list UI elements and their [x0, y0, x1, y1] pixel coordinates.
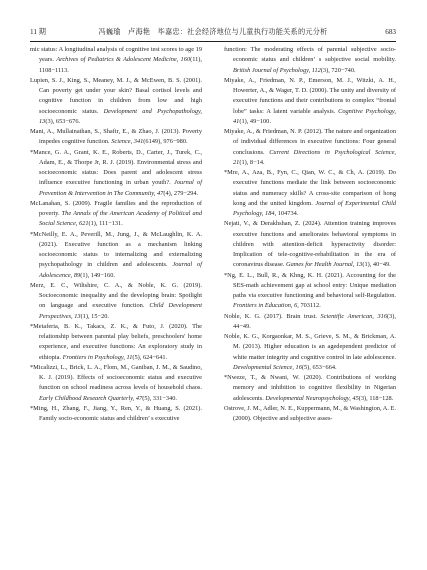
reference-source: Developmental Science, 16 — [233, 363, 302, 371]
reference-source: Frontiers in Psychology, 11 — [62, 353, 133, 361]
reference-entry — [30, 45, 202, 76]
reference-text: Mani, A., Mullainathan, S., Shafir, E., & Zhao, J. (2013). Poverty impedes cognitive function. — [30, 128, 202, 146]
reference-entry — [30, 281, 202, 322]
issue-number: 11 期 — [30, 28, 46, 36]
reference-entry — [224, 404, 396, 425]
reference-pages: , 703112. — [297, 302, 321, 310]
reference-source: Journal of Experimental Child Psychology, 184 — [233, 199, 397, 217]
reference-text: *Mre, A., Aza, B., Fyn, C., Qian, W. C., & Ch, A. (2019). Do executive functions mediate the link between socioeconomic status and numeracy skills? A cross-site comparison of hong kong and the united kingdom. — [224, 169, 396, 207]
reference-entry — [224, 312, 396, 333]
reference-text: mic status: A longitudinal analysis of cognitive test scores to age 19 years. — [30, 46, 202, 64]
reference-entry — [224, 127, 396, 168]
reference-pages: (3), 44−49. — [233, 312, 396, 330]
reference-pages: (1), 149−160. — [80, 271, 115, 279]
reference-entry — [224, 76, 396, 127]
reference-text: *McNeilly, E. A., Peverill, M., Jung, J., & McLaughlin, K. A. (2021). Executive function as a mechanism linking socioeconomic status to internalizing and externalizing psychopathology in children and adolescents. — [30, 230, 202, 269]
reference-pages: (1), 15−20. — [80, 312, 109, 320]
reference-text: *Ng, E. L., Bull, R., & Khng, K. H. (2021). Accounting for the SES-math achievement gap at school entry: Unique mediation paths via executive functioning and behavioral self-Regulation. — [224, 271, 396, 299]
reference-text: *Metaferia, B. K., Takacs, Z. K., & Futo, J. (2020). The relationship between parental play beliefs, preschoolers' home experience, and executive functions: An exploratory study in ethiopia. — [30, 322, 202, 361]
reference-pages: (11), 1108−1113. — [39, 56, 202, 74]
reference-pages: (3), 653−676. — [45, 117, 81, 125]
reference-entry — [30, 230, 202, 281]
reference-entry — [224, 168, 396, 219]
reference-entry — [224, 219, 396, 270]
reference-source: Science, 341 — [111, 138, 144, 146]
reference-text: *Nweze, T., & Nwani, W. (2020). Contributions of working memory and inhibition to cognitive flexibility in Nigerian adolescents. — [224, 374, 396, 402]
reference-pages: (1), 40−49. — [362, 261, 391, 269]
reference-entry — [224, 271, 396, 312]
reference-pages: (1), 111−131. — [88, 220, 123, 228]
reference-entry — [30, 404, 202, 425]
reference-pages: (5), 331−340. — [142, 394, 177, 402]
header-rule — [30, 41, 396, 42]
reference-text: Nejati, V., & Derakhshan, Z. (2024). Attention training improves executive functions and ameliorates behavioral symptoms in children with attention-deficit hyperactivity disorder: Implication of tele-cognitive-rehabilitation in the era of coronavirus disease. — [224, 220, 396, 269]
reference-text: Miyake, A., & Friedman, N. P. (2012). The nature and organization of individual differences in executive functions: Four general conclusions. — [224, 128, 396, 156]
reference-entry — [224, 45, 396, 76]
reference-source: Archives of Pediatrics & Adolescent Medicine, 160 — [56, 56, 191, 64]
reference-text: Noble, K. G. (2017). Brain trust. — [224, 312, 321, 320]
reference-text: Lupien, S. J., King, S., Meaney, M. J., & McEwen, B. S. (2001). Can poverty get under your skin? Basal cortisol levels and cognitive function in children from low and high socioeconomic status. — [30, 76, 202, 115]
reference-source: Cognitive Psychology, 41 — [233, 107, 396, 125]
reference-source: Frontiers in Education, 6 — [233, 302, 298, 310]
reference-source: Child Development Perspectives, 13 — [39, 302, 202, 320]
reference-pages: (5), 624−641. — [132, 353, 168, 361]
reference-entry — [30, 148, 202, 199]
reference-pages: (4), 279−294. — [163, 189, 199, 197]
reference-entry — [224, 332, 396, 373]
reference-pages: (1), 49−100. — [239, 117, 271, 125]
reference-pages: (3), 118−128. — [358, 394, 394, 402]
running-title: 冯巍瑜 卢海艳 毕嘉忠：社会经济地位与儿童执行功能关系的元分析 — [98, 28, 328, 36]
reference-source: The Annals of the American Academy of Political and Social Science, 621 — [39, 210, 202, 228]
reference-pages: (3), 720−740. — [320, 66, 356, 74]
reference-text: *Micalizzi, L., Brick, L. A., Flom, M., Ganiban, J. M., & Saudino, K. J. (2019). Effects of socioeconomic status and executive function on school readiness across levels of household chaos. — [30, 363, 202, 392]
reference-pages: , 104734. — [274, 210, 299, 217]
reference-text: Ostrove, J. M., Adler, N. E., Kuppermann, M., & Washington, A. E. (2000). Objective and subjective asses- — [224, 404, 396, 422]
reference-column-left — [30, 45, 202, 424]
page-number: 683 — [385, 28, 396, 36]
reference-text: Noble, K. G., Korgaonkar, M. S., Grieve, S. M., & Brickman, A. M. (2013). Higher education is an agedependent predictor of white matter integrity and cognitive control in late adolescence. — [224, 333, 396, 361]
reference-source: Current Directions in Psychological Science, 21 — [233, 148, 396, 166]
reference-source: Games for Health Journal, 13 — [286, 261, 363, 269]
reference-pages: (5), 653−664. — [301, 363, 337, 371]
reference-entry — [30, 363, 202, 404]
reference-pages: (1), 8−14. — [239, 158, 265, 166]
reference-text: function: The moderating effects of parental subjective socio-economic status and children’ s subjective social mobility. — [224, 46, 396, 64]
reference-text: McLanahan, S. (2009). Fragile families and the reproduction of poverty. — [30, 199, 202, 217]
reference-text: *Ming, H., Zhang, F., Jiang, Y., Ren, Y., & Huang, S. (2021). Family socio-economic status and children’ s executive — [30, 404, 202, 422]
reference-source: Journal of Prevention & Intervention in The Community, 47 — [39, 179, 202, 197]
reference-column-right — [224, 45, 396, 424]
reference-entry — [30, 322, 202, 363]
reference-entry — [30, 127, 202, 148]
reference-pages: (6149), 976−980. — [143, 138, 188, 146]
reference-text: Merz, E. C., Wiltshire, C. A., & Noble, K. G. (2019). Socioeconomic inequality and the developing brain: Spotlight on language and executive function. — [30, 281, 202, 310]
reference-source: Development and Psychopathology, 13 — [39, 107, 202, 125]
reference-entry — [224, 373, 396, 404]
page-header — [30, 25, 396, 39]
reference-source: British Journal of Psychology, 112 — [233, 66, 321, 74]
reference-source: Developmental Neuropsychology, 45 — [265, 394, 359, 402]
reference-source: Early Childhood Research Quarterly, 47 — [39, 394, 143, 402]
reference-text: *Mance, G. A., Grant, K. E., Roberts, D., Carter, J., Turek, C., Adam, E., & Thorpe Jr, R. J. (2019). Environmental stress and socioeconomic status: Does parent and adolescent stress influence executive functioning in urban youth?. — [30, 148, 202, 187]
reference-entry — [30, 199, 202, 230]
reference-source: Journal of Adolescence, 89 — [39, 261, 202, 279]
reference-text: Miyake, A., Friedman, N. P., Emerson, M. J., Witzki, A. H., Howerter, A., & Wager, T. D. (2000). The unity and diversity of executive functions and their contributions to complex “frontal lobe” tasks: A latent variable analysis. — [224, 76, 396, 115]
reference-entry — [30, 76, 202, 127]
reference-source: Scientific American, 316 — [320, 312, 387, 320]
